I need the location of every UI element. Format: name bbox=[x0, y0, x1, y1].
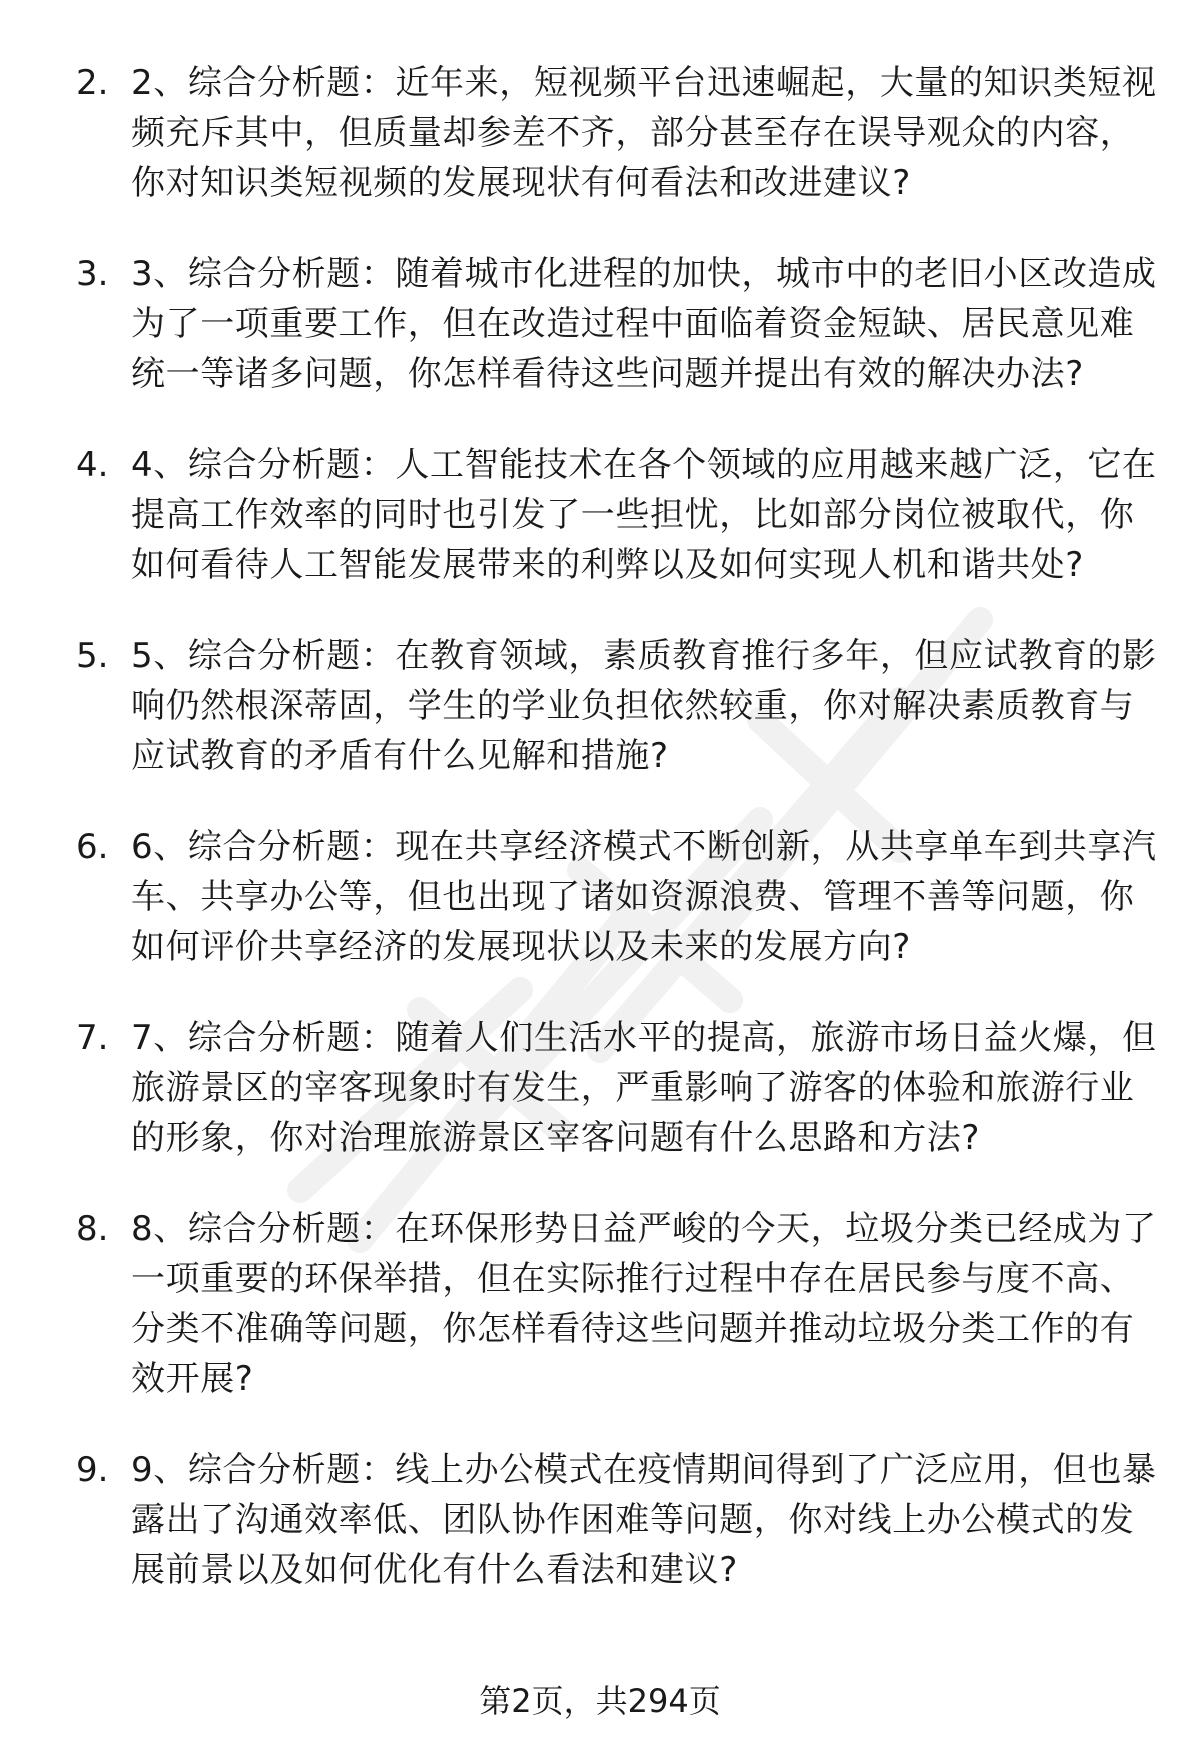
question-number: 2. bbox=[76, 63, 109, 103]
list-item bbox=[0, 1445, 1200, 1595]
list-item bbox=[0, 440, 1200, 590]
list-item bbox=[0, 1204, 1200, 1404]
question-number: 6. bbox=[76, 827, 109, 867]
question-number: 5. bbox=[76, 636, 109, 676]
list-item bbox=[0, 822, 1200, 972]
question-text: 8、综合分析题：在环保形势日益严峻的今天，垃圾分类已经成为了一项重要的环保举措，但在实际推行过程中存在居民参与度不高、分类不准确等问题，你怎样看待这些问题并推动垃圾分类工作的有效开展? bbox=[131, 1209, 1157, 1399]
question-number: 9. bbox=[76, 1450, 109, 1490]
question-list bbox=[0, 58, 1200, 1636]
question-text: 4、综合分析题：人工智能技术在各个领域的应用越来越广泛，它在提高工作效率的同时也引发了一些担忧，比如部分岗位被取代，你如何看待人工智能发展带来的利弊以及如何实现人机和谐共处? bbox=[131, 445, 1157, 585]
question-text: 2、综合分析题：近年来，短视频平台迅速崛起，大量的知识类短视频充斥其中，但质量却参差不齐，部分甚至存在误导观众的内容，你对知识类短视频的发展现状有何看法和改进建议? bbox=[131, 63, 1157, 203]
list-item bbox=[0, 58, 1200, 208]
list-item bbox=[0, 249, 1200, 399]
question-text: 5、综合分析题：在教育领域，素质教育推行多年，但应试教育的影响仍然根深蒂固，学生的学业负担依然较重，你对解决素质教育与应试教育的矛盾有什么见解和措施? bbox=[131, 636, 1157, 776]
list-item bbox=[0, 631, 1200, 781]
question-number: 7. bbox=[76, 1018, 109, 1058]
question-number: 4. bbox=[76, 445, 109, 485]
question-text: 3、综合分析题：随着城市化进程的加快，城市中的老旧小区改造成为了一项重要工作，但在改造过程中面临着资金短缺、居民意见难统一等诸多问题，你怎样看待这些问题并提出有效的解决办法? bbox=[131, 254, 1157, 394]
list-item bbox=[0, 1013, 1200, 1163]
page-number-footer: 第2页，共294页 bbox=[479, 1682, 721, 1720]
question-text: 6、综合分析题：现在共享经济模式不断创新，从共享单车到共享汽车、共享办公等，但也出现了诸如资源浪费、管理不善等问题，你如何评价共享经济的发展现状以及未来的发展方向? bbox=[131, 827, 1157, 967]
question-text: 7、综合分析题：随着人们生活水平的提高，旅游市场日益火爆，但旅游景区的宰客现象时有发生，严重影响了游客的体验和旅游行业的形象，你对治理旅游景区宰客问题有什么思路和方法? bbox=[131, 1018, 1157, 1158]
question-text: 9、综合分析题：线上办公模式在疫情期间得到了广泛应用，但也暴露出了沟通效率低、团队协作困难等问题，你对线上办公模式的发展前景以及如何优化有什么看法和建议? bbox=[131, 1450, 1157, 1590]
question-number: 3. bbox=[76, 254, 109, 294]
question-number: 8. bbox=[76, 1209, 109, 1249]
